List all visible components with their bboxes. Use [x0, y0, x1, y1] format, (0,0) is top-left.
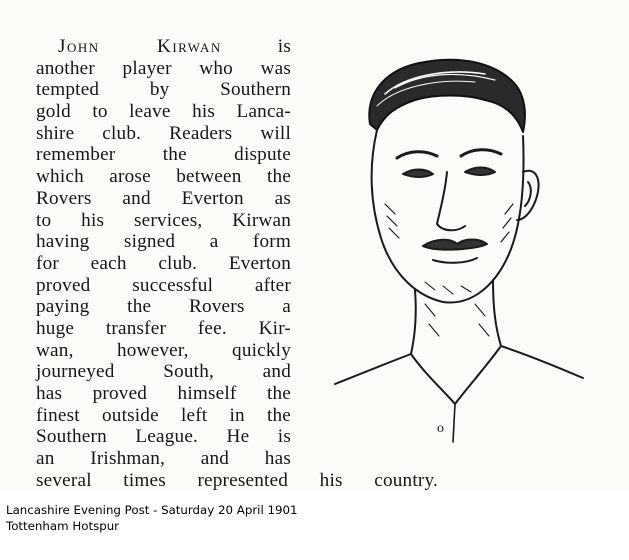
portrait-mouth — [433, 258, 477, 263]
player-name: John Kirwan — [58, 36, 222, 57]
portrait-collar — [335, 346, 583, 384]
article-line: an Irishman, and has — [36, 448, 291, 470]
article-line: paying the Rovers a — [36, 296, 291, 318]
article-final-line: several times represented his country. — [36, 470, 438, 491]
article-line: to his services, Kirwan — [36, 209, 291, 231]
svg-text:o: o — [437, 421, 444, 436]
article-line: wan, however, quickly — [36, 339, 291, 361]
article-line: journeyed South, and — [36, 361, 291, 383]
article-line: shire club. Readers will — [36, 122, 291, 144]
article-line: Rovers and Everton as — [36, 187, 291, 209]
portrait-moustache — [423, 240, 487, 250]
article-line: tempted by Southern — [36, 79, 291, 101]
article-line: remember the dispute — [36, 144, 291, 166]
portrait-hair — [369, 60, 525, 132]
caption-source: Lancashire Evening Post - Saturday 20 April 1901 — [6, 503, 298, 517]
article-line: proved successful after — [36, 274, 291, 296]
article-line: having signed a form — [36, 231, 291, 253]
article-line: another player who was — [36, 57, 291, 79]
portrait-neck — [411, 290, 416, 354]
article-line: Southern League. He is — [36, 426, 291, 448]
player-portrait-illustration — [325, 54, 585, 444]
portrait-brows — [397, 152, 437, 158]
article-line: finest outside left in the — [36, 404, 291, 426]
article-line: gold to leave his Lanca- — [36, 101, 291, 123]
portrait-face — [372, 130, 524, 303]
portrait-eyes — [403, 170, 433, 178]
article-text — [36, 36, 438, 491]
article-line: for each club. Everton — [36, 252, 291, 274]
article-line: has proved himself the — [36, 383, 291, 404]
article-line: which arose between the — [36, 166, 291, 188]
portrait-nose — [437, 172, 465, 230]
article-line: huge transfer fee. Kir- — [36, 317, 291, 339]
caption-club: Tottenham Hotspur — [6, 519, 120, 533]
article-line: John Kirwan is — [58, 36, 291, 57]
image-caption — [6, 502, 298, 534]
